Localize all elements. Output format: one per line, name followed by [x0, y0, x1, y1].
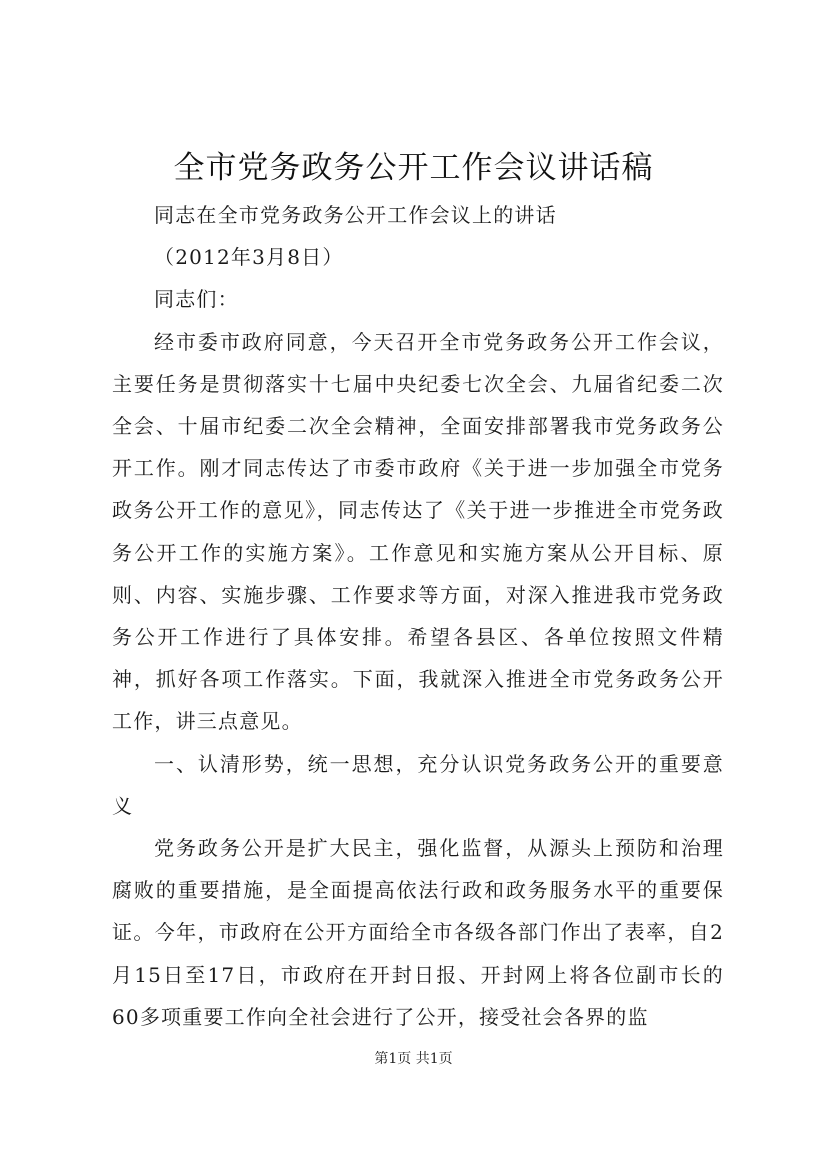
paragraph-intro: 经市委市政府同意，今天召开全市党务政务公开工作会议，主要任务是贯彻落实十七届中央纪委七次全会、九届省纪委二次全会、十届市纪委二次全会精神，全面安排部署我市党务政务公开工作。刚才同志传达了市委市政府《关于进一步加强全市党务政务公开工作的意见》，同志传达了《关于进一步推进全市党务政务公开工作的实施方案》。工作意见和实施方案从公开目标、原则、内容、实施步骤、工作要求等方面，对深入推进我市党务政务公开工作进行了具体安排。希望各县区、各单位按照文件精神，抓好各项工作落实。下面，我就深入推进全市党务政务公开工作，讲三点意见。 — [112, 329, 724, 734]
salutation: 同志们： — [154, 287, 239, 312]
page-footer: 第1页 共1页 — [374, 1051, 453, 1067]
paragraph-section-1: 党务政务公开是扩大民主，强化监督，从源头上预防和治理腐败的重要措施，是全面提高依法行政和政务服务水平的重要保证。今年，市政府在公开方面给全市各级各部门作出了表率，自2月15日至17日，市政府在开封日报、开封网上将各位副市长的60多项重要工作向全社会进行了公开，接受社会各界的监 — [112, 836, 724, 1029]
document-body — [112, 194, 724, 1038]
section-heading-1: 一、认清形势，统一思想，充分认识党务政务公开的重要意义 — [112, 751, 724, 818]
subtitle-line: 同志在全市党务政务公开工作会议上的讲话 — [154, 203, 557, 227]
document-title: 全市党务政务公开工作会议讲话稿 — [173, 150, 654, 186]
date-line: （2012年3月8日） — [154, 245, 344, 270]
